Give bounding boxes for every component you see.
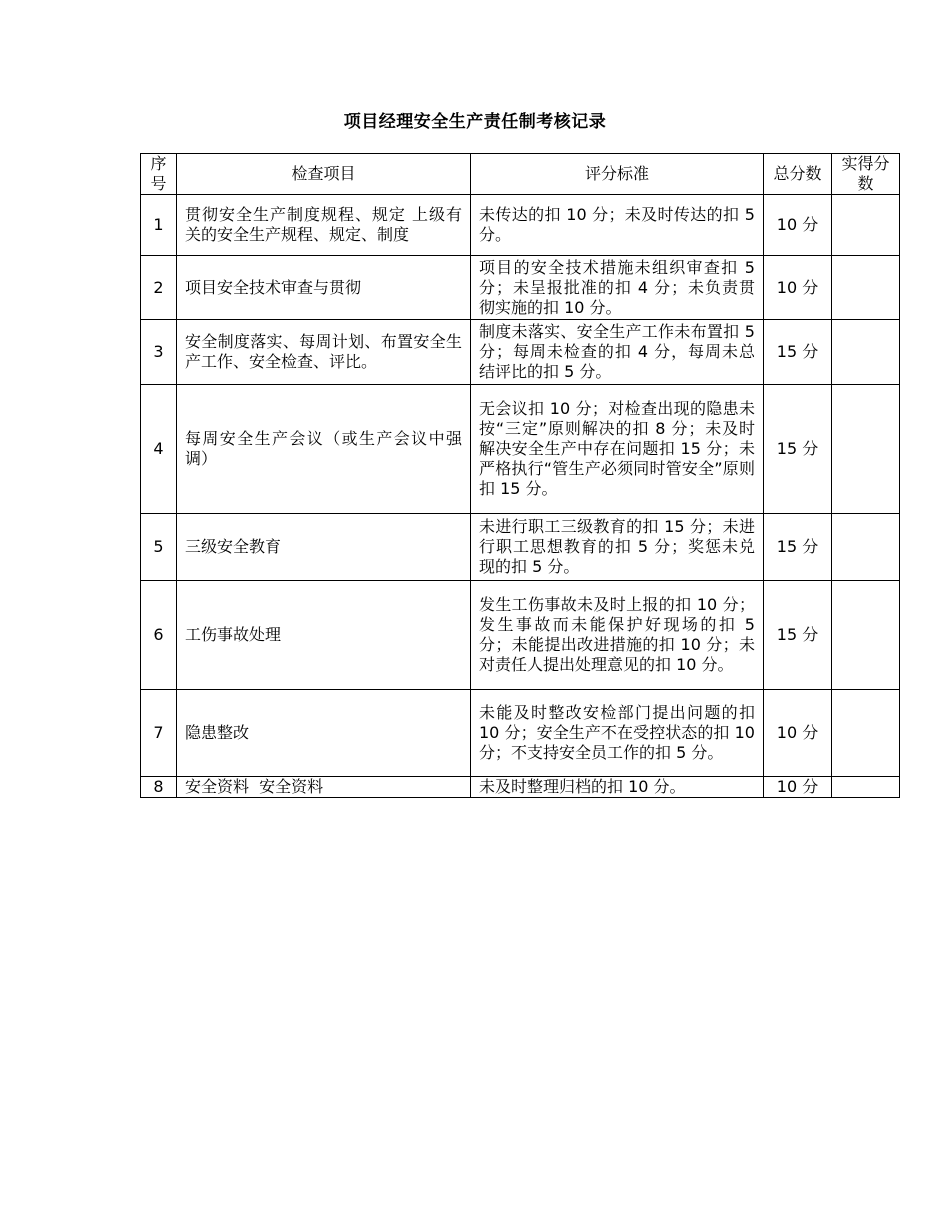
row-standard: 未能及时整改安检部门提出问题的扣 10 分；安全生产不在受控状态的扣 10 分；不支持安全员工作的扣 5 分。 [471,690,764,777]
table-row [141,320,900,385]
row-standard: 未及时整理归档的扣 10 分。 [471,777,764,798]
row-item: 安全制度落实、每周计划、布置安全生产工作、安全检查、评比。 [177,320,471,385]
row-item: 安全资料 安全资料 [177,777,471,798]
row-no: 8 [141,777,177,798]
table-header-row [141,154,900,195]
row-total: 10 分 [764,690,832,777]
row-total: 15 分 [764,514,832,581]
row-item: 隐患整改 [177,690,471,777]
header-standard: 评分标准 [471,154,764,195]
row-total: 15 分 [764,320,832,385]
row-no: 2 [141,256,177,320]
row-no: 6 [141,581,177,690]
table-row [141,256,900,320]
header-item: 检查项目 [177,154,471,195]
row-standard: 未进行职工三级教育的扣 15 分；未进行职工思想教育的扣 5 分；奖惩未兑现的扣 5 分。 [471,514,764,581]
row-no: 4 [141,385,177,514]
row-standard: 制度未落实、安全生产工作未布置扣 5 分；每周未检查的扣 4 分，每周未总结评比的扣 5 分。 [471,320,764,385]
row-no: 1 [141,195,177,256]
row-actual-score[interactable] [832,581,900,690]
row-item: 贯彻安全生产制度规程、规定 上级有关的安全生产规程、规定、制度 [177,195,471,256]
row-item: 三级安全教育 [177,514,471,581]
row-total: 15 分 [764,581,832,690]
table-row [141,581,900,690]
table-row [141,195,900,256]
assessment-table [140,153,900,798]
row-item: 每周安全生产会议（或生产会议中强调） [177,385,471,514]
row-actual-score[interactable] [832,256,900,320]
row-no: 7 [141,690,177,777]
row-actual-score[interactable] [832,690,900,777]
row-standard: 无会议扣 10 分；对检查出现的隐患未按“三定”原则解决的扣 8 分；未及时解决安全生产中存在问题扣 15 分；未严格执行“管生产必须同时管安全”原则扣 15 分。 [471,385,764,514]
row-item: 项目安全技术审查与贯彻 [177,256,471,320]
row-no: 3 [141,320,177,385]
table-row [141,385,900,514]
table-row [141,514,900,581]
header-no: 序号 [141,154,177,195]
row-total: 10 分 [764,195,832,256]
row-standard: 发生工伤事故未及时上报的扣 10 分；发生事故而未能保护好现场的扣 5 分；未能提出改进措施的扣 10 分；未对责任人提出处理意见的扣 10 分。 [471,581,764,690]
header-actual: 实得分数 [832,154,900,195]
row-actual-score[interactable] [832,777,900,798]
row-actual-score[interactable] [832,385,900,514]
table-row [141,777,900,798]
row-standard: 项目的安全技术措施未组织审查扣 5 分；未呈报批准的扣 4 分；未负责贯彻实施的扣 10 分。 [471,256,764,320]
row-no: 5 [141,514,177,581]
header-total: 总分数 [764,154,832,195]
row-total: 10 分 [764,256,832,320]
row-total: 10 分 [764,777,832,798]
document-title: 项目经理安全生产责任制考核记录 [343,112,607,132]
row-standard: 未传达的扣 10 分；未及时传达的扣 5 分。 [471,195,764,256]
row-actual-score[interactable] [832,514,900,581]
row-actual-score[interactable] [832,320,900,385]
table-row [141,690,900,777]
row-total: 15 分 [764,385,832,514]
row-item: 工伤事故处理 [177,581,471,690]
row-actual-score[interactable] [832,195,900,256]
